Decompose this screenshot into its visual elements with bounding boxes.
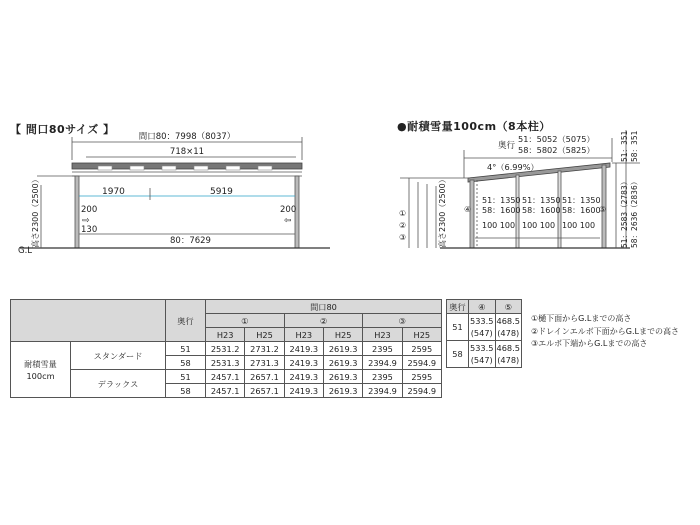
h-header: H23 [284,328,323,342]
h-header: H23 [206,328,245,342]
table-row: 耐積雪量 100cm スタンダード 51 2531.2 2731.2 2419.3 2619.3 2395 2595 [11,342,442,356]
dim-130: 130 [81,225,98,235]
h-header: H25 [245,328,284,342]
slope-label: 4°（6.99%） [487,162,539,172]
post-58-b: 58：1600 [522,206,561,215]
type-standard: スタンダード [71,342,166,370]
post-51-c: 51：1350 [562,196,601,205]
h-header: H23 [363,328,402,342]
circle-2: ② [399,221,407,230]
dim-200-left: 200 [81,205,98,215]
table-row: 58 2457.1 2657.1 2419.3 2619.3 2394.9 2594.9 [11,384,442,398]
table-row: デラックス 51 2457.1 2657.1 2419.3 2619.3 2395 2595 [11,370,442,384]
note-item: ②ドレインエルボ下面からG.Lまでの高さ [531,326,679,336]
depth-label: 奥行 [498,141,516,151]
table-row: 51 533.5 (547) 468.5 (478) [447,314,522,341]
type-deluxe: デラックス [71,370,166,398]
pitch-c: 100 100 [562,221,596,230]
height-label-left: 高さ2300（2500） [31,175,40,248]
post-height-table [446,299,522,368]
circle-1: ① [399,209,407,218]
row-group-label: 耐積雪量 100cm [11,342,71,398]
post-51-b: 51：1350 [522,196,561,205]
pitch-a: 100 100 [482,221,516,230]
side-header: ⑤ [495,300,522,314]
dim-1970: 1970 [102,187,125,197]
dim-200-right: 200 [280,205,297,215]
circle-4: ④ [464,205,472,214]
side-header: 奥行 [447,300,469,314]
depth-51: 51：5052（5075） [518,134,595,144]
top-width-dim: 間口80：7998（8037） [138,132,236,142]
right-low-58: 58：2636（2836） [630,177,639,248]
height-table [10,299,442,398]
note-item: ③エルボ下端からG.Lまでの高さ [531,339,648,348]
depth-58: 58：5802（5825） [518,145,595,155]
note-item: ①樋下面からG.Lまでの高さ [531,314,632,323]
arrow-left-icon: ⇨ [82,216,90,226]
post-58-c: 58：1600 [562,206,601,215]
post-58-a: 58：1600 [482,206,521,215]
group-header: ③ [363,314,442,328]
circle-5: ⑤ [599,205,607,214]
post-51-a: 51：1350 [482,196,521,205]
pitch-b: 100 100 [522,221,556,230]
table-row: 58 533.5 (547) 468.5 (478) [447,341,522,368]
frontage-header: 間口80 [206,300,442,314]
table-corner [11,300,166,342]
h-header: H25 [323,328,362,342]
circle-3: ③ [399,233,407,242]
side-header: ④ [469,300,496,314]
dim-bottom: 80：7629 [170,236,211,246]
depth-header: 奥行 [166,300,206,342]
height-label-right: 高さ2300（2500） [438,175,447,248]
group-header: ① [206,314,285,328]
group-header: ② [284,314,363,328]
right-diagram-title: ●耐積雪量100cm（8本柱） [397,120,551,133]
left-diagram-title: 【 間口80サイズ 】 [10,123,115,136]
right-top-58: 58：351 [630,130,639,162]
rafter-dim: 718×11 [169,147,205,157]
dim-5919: 5919 [210,187,233,197]
right-top-51: 51：351 [620,130,629,162]
h-header: H25 [402,328,441,342]
gl-label: G.L [18,246,33,256]
table-row: 58 2531.3 2731.3 2419.3 2619.3 2394.9 2594.9 [11,356,442,370]
notes [531,313,679,351]
arrow-right-icon: ⇦ [284,216,292,226]
right-low-51: 51：2583（2783） [620,177,629,248]
